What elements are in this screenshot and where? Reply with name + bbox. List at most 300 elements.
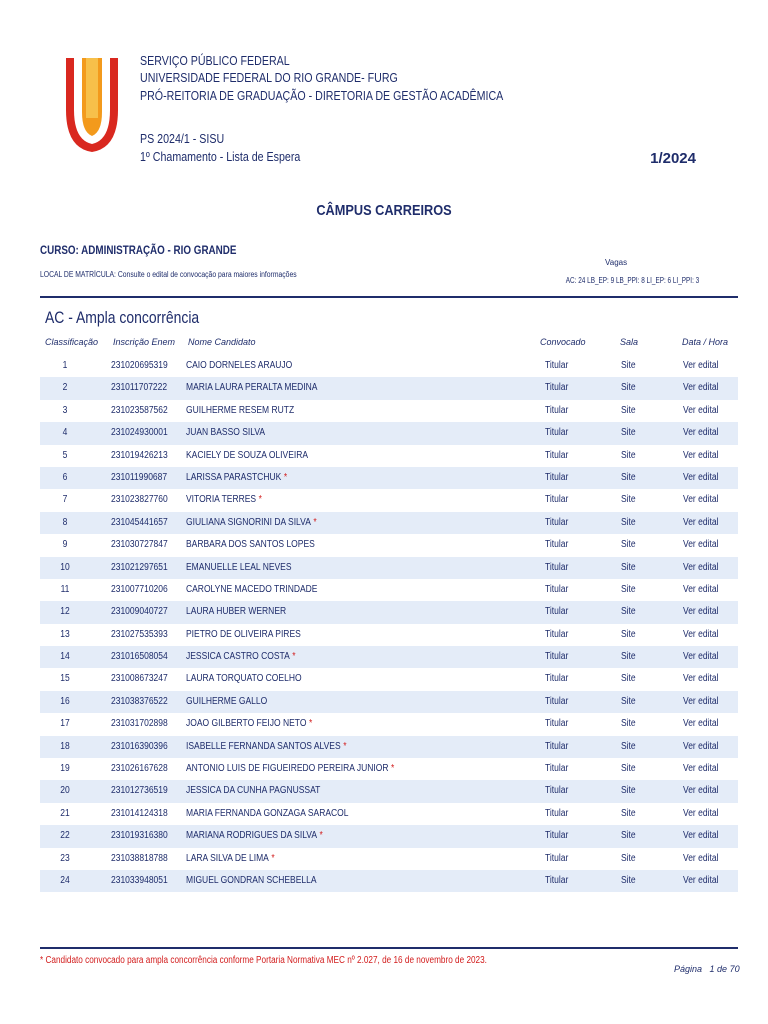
- cell-data: [683, 718, 718, 729]
- cell-classificacao-text: 20: [60, 785, 70, 797]
- cell-nome: [186, 785, 320, 796]
- cell-inscricao: [111, 785, 168, 796]
- header-call: 1º Chamamento - Lista de Espera: [140, 149, 301, 164]
- cell-nome: [186, 875, 317, 886]
- cell-nome: [186, 405, 294, 416]
- header-line-university: UNIVERSIDADE FEDERAL DO RIO GRANDE- FURG: [140, 70, 398, 85]
- cell-classificacao-text: 21: [60, 807, 70, 819]
- cell-inscricao-text: 231020695319: [111, 360, 168, 371]
- cell-classificacao: [44, 606, 87, 617]
- section-title: AC - Ampla concorrência: [45, 308, 200, 327]
- cell-data: [683, 472, 718, 483]
- cell-sala: [621, 450, 636, 461]
- cell-data-text: Ver edital: [683, 718, 719, 730]
- cell-inscricao: [111, 651, 168, 662]
- divider-top: [40, 296, 738, 298]
- cell-inscricao-text: 231019316380: [111, 830, 168, 842]
- cell-sala-text: Site: [621, 628, 636, 640]
- cell-nome: [186, 450, 308, 461]
- cell-inscricao-text: 231011990687: [111, 471, 168, 483]
- cell-convocado-text: Titular: [545, 516, 569, 528]
- cell-sala-text: Site: [621, 874, 636, 886]
- cell-inscricao-text: 231023587562: [111, 404, 168, 416]
- cell-data-text: Ver edital: [683, 807, 719, 819]
- table-row: [40, 400, 738, 422]
- cell-data: [683, 629, 718, 640]
- cell-inscricao: [111, 741, 168, 752]
- cell-classificacao: [44, 360, 87, 371]
- cell-sala: [621, 472, 636, 483]
- cell-convocado: [545, 673, 568, 684]
- course-name: CURSO: ADMINISTRAÇÃO - RIO GRANDE: [40, 243, 237, 257]
- cell-inscricao-text: 231038818788: [111, 852, 168, 864]
- table-row: [40, 445, 738, 467]
- cell-classificacao: [44, 830, 87, 841]
- cell-sala-text: Site: [621, 718, 636, 730]
- cell-classificacao-text: 2: [62, 382, 68, 394]
- cell-convocado-text: Titular: [545, 718, 569, 730]
- cell-sala-text: Site: [621, 494, 636, 506]
- cell-nome-text: MARIANA RODRIGUES DA SILVA: [186, 830, 318, 842]
- cell-inscricao-text: 231038376522: [111, 695, 168, 707]
- cell-inscricao-text: 231024930001: [111, 427, 168, 439]
- cell-convocado: [545, 584, 568, 595]
- cell-nome: [186, 517, 317, 528]
- cell-nome: [186, 562, 292, 573]
- cell-nome-text: CAIO DORNELES ARAUJO: [186, 360, 293, 371]
- cell-nome: [186, 696, 267, 707]
- cell-data-text: Ver edital: [683, 494, 719, 506]
- cell-nome-text: KACIELY DE SOUZA OLIVEIRA: [186, 449, 309, 461]
- cell-nome: [186, 718, 312, 729]
- cell-data-text: Ver edital: [683, 382, 719, 394]
- page-value: 1 de 70: [709, 964, 740, 974]
- cell-convocado-text: Titular: [545, 651, 569, 663]
- cell-sala: [621, 808, 636, 819]
- table-row: [40, 870, 738, 892]
- cell-convocado-text: Titular: [545, 494, 569, 506]
- cell-classificacao-text: 12: [60, 606, 70, 618]
- cell-convocado: [545, 853, 568, 864]
- table-row: [40, 713, 738, 735]
- cell-data-text: Ver edital: [683, 561, 719, 573]
- header-process: PS 2024/1 - SISU: [140, 131, 225, 146]
- cell-classificacao: [44, 562, 87, 573]
- cell-convocado: [545, 562, 568, 573]
- cell-sala: [621, 696, 636, 707]
- cell-classificacao: [44, 875, 87, 886]
- cell-data: [683, 494, 718, 505]
- cell-classificacao: [44, 517, 87, 528]
- cell-convocado-text: Titular: [545, 785, 569, 797]
- cell-inscricao-text: 231033948051: [111, 874, 168, 886]
- cell-data-text: Ver edital: [683, 360, 719, 371]
- cell-convocado: [545, 763, 568, 774]
- cell-inscricao: [111, 494, 168, 505]
- cell-data: [683, 382, 718, 393]
- cell-sala: [621, 584, 636, 595]
- cell-convocado-text: Titular: [545, 740, 569, 752]
- cell-convocado: [545, 450, 568, 461]
- cell-inscricao-text: 231031702898: [111, 718, 168, 730]
- col-header-sala: Sala: [620, 337, 639, 347]
- cell-convocado: [545, 830, 568, 841]
- table-row: [40, 825, 738, 847]
- cell-inscricao: [111, 808, 168, 819]
- cell-convocado: [545, 382, 568, 393]
- cell-inscricao-text: 231008673247: [111, 673, 168, 685]
- cell-sala: [621, 718, 636, 729]
- cell-sala: [621, 830, 636, 841]
- cell-classificacao-text: 5: [62, 449, 68, 461]
- cell-convocado-text: Titular: [545, 583, 569, 595]
- cell-data: [683, 539, 718, 550]
- cell-classificacao-text: 19: [60, 763, 70, 775]
- table-row: [40, 601, 738, 623]
- cell-convocado: [545, 539, 568, 550]
- cell-inscricao: [111, 539, 168, 550]
- cell-data: [683, 741, 718, 752]
- cell-convocado: [545, 517, 568, 528]
- cell-nome: [186, 651, 296, 662]
- cell-data: [683, 808, 718, 819]
- cell-data-text: Ver edital: [683, 830, 719, 842]
- cell-inscricao-text: 231012736519: [111, 785, 168, 797]
- ampla-concorrencia-marker: *: [271, 852, 275, 864]
- cell-data: [683, 785, 718, 796]
- cell-convocado-text: Titular: [545, 673, 569, 685]
- period-label: 1/2024: [650, 150, 696, 167]
- cell-classificacao: [44, 763, 87, 774]
- ampla-concorrencia-marker: *: [258, 494, 262, 506]
- cell-classificacao-text: 9: [62, 539, 68, 551]
- cell-nome-text: JESSICA DA CUNHA PAGNUSSAT: [186, 785, 321, 797]
- ampla-concorrencia-marker: *: [313, 516, 317, 528]
- cell-data-text: Ver edital: [683, 583, 719, 595]
- footnote: * Candidato convocado para ampla concorrência conforme Portaria Normativa MEC nº 2.027, de 16 de novembro de 2023.: [40, 955, 487, 966]
- col-header-classificacao: Classificação: [45, 337, 99, 347]
- cell-convocado-text: Titular: [545, 763, 569, 775]
- table-row: [40, 646, 738, 668]
- cell-nome-text: JUAN BASSO SILVA: [186, 427, 266, 439]
- cell-inscricao-text: 231019426213: [111, 449, 168, 461]
- cell-sala-text: Site: [621, 695, 636, 707]
- cell-classificacao-text: 10: [60, 561, 70, 573]
- cell-convocado-text: Titular: [545, 807, 569, 819]
- cell-sala: [621, 539, 636, 550]
- cell-sala: [621, 763, 636, 774]
- cell-inscricao: [111, 763, 168, 774]
- cell-inscricao: [111, 606, 168, 617]
- cell-data-text: Ver edital: [683, 539, 719, 551]
- cell-inscricao-text: 231011707222: [111, 382, 168, 394]
- cell-sala-text: Site: [621, 852, 636, 864]
- cell-data: [683, 427, 718, 438]
- cell-classificacao: [44, 808, 87, 819]
- cell-nome: [186, 763, 394, 774]
- cell-inscricao: [111, 696, 168, 707]
- cell-nome-text: MARIA FERNANDA GONZAGA SARACOL: [186, 807, 349, 819]
- cell-nome: [186, 584, 317, 595]
- cell-inscricao: [111, 629, 168, 640]
- cell-data-text: Ver edital: [683, 606, 719, 618]
- cell-convocado-text: Titular: [545, 874, 569, 886]
- cell-sala: [621, 517, 636, 528]
- cell-inscricao: [111, 673, 168, 684]
- cell-inscricao: [111, 517, 168, 528]
- cell-classificacao: [44, 673, 87, 684]
- cell-nome-text: ANTONIO LUIS DE FIGUEIREDO PEREIRA JUNIOR: [186, 763, 389, 775]
- cell-classificacao-text: 3: [62, 404, 68, 416]
- table-row: [40, 780, 738, 802]
- cell-classificacao: [44, 405, 87, 416]
- cell-convocado: [545, 629, 568, 640]
- cell-classificacao-text: 23: [60, 852, 70, 864]
- page-label: Página: [674, 964, 703, 974]
- cell-convocado: [545, 808, 568, 819]
- table-row: [40, 512, 738, 534]
- cell-classificacao: [44, 472, 87, 483]
- cell-data-text: Ver edital: [683, 874, 719, 886]
- cell-classificacao: [44, 450, 87, 461]
- cell-sala: [621, 875, 636, 886]
- col-header-data: Data / Hora: [682, 337, 729, 347]
- table-row: [40, 579, 738, 601]
- table-row: [40, 422, 738, 444]
- cell-sala: [621, 494, 636, 505]
- cell-data-text: Ver edital: [683, 449, 719, 461]
- cell-data: [683, 853, 718, 864]
- cell-data-text: Ver edital: [683, 628, 719, 640]
- cell-convocado: [545, 696, 568, 707]
- cell-classificacao: [44, 382, 87, 393]
- ampla-concorrencia-marker: *: [391, 763, 395, 775]
- cell-sala-text: Site: [621, 807, 636, 819]
- cell-data-text: Ver edital: [683, 471, 719, 483]
- candidate-table: [40, 355, 738, 892]
- furg-logo: [60, 52, 124, 156]
- cell-data-text: Ver edital: [683, 427, 719, 439]
- table-row: [40, 355, 738, 377]
- cell-data: [683, 517, 718, 528]
- cell-nome-text: GUILHERME GALLO: [186, 695, 268, 707]
- cell-data-text: Ver edital: [683, 852, 719, 864]
- cell-inscricao-text: 231016508054: [111, 651, 168, 663]
- cell-classificacao-text: 13: [60, 628, 70, 640]
- cell-nome-text: LARA SILVA DE LIMA: [186, 852, 269, 864]
- cell-sala: [621, 606, 636, 617]
- col-header-nome: Nome Candidato: [188, 337, 256, 347]
- cell-classificacao: [44, 539, 87, 550]
- cell-nome: [186, 808, 348, 819]
- table-row: [40, 377, 738, 399]
- cell-convocado-text: Titular: [545, 382, 569, 394]
- cell-convocado-text: Titular: [545, 404, 569, 416]
- cell-sala-text: Site: [621, 427, 636, 439]
- cell-classificacao-text: 6: [62, 471, 68, 483]
- cell-convocado-text: Titular: [545, 606, 569, 618]
- cell-classificacao-text: 22: [60, 830, 70, 842]
- cell-classificacao-text: 14: [60, 651, 70, 663]
- cell-convocado-text: Titular: [545, 695, 569, 707]
- cell-sala-text: Site: [621, 651, 636, 663]
- cell-data: [683, 763, 718, 774]
- header-line-department: PRÓ-REITORIA DE GRADUAÇÃO - DIRETORIA DE GESTÃO ACADÊMICA: [140, 88, 504, 103]
- ampla-concorrencia-marker: *: [308, 718, 313, 730]
- cell-inscricao-text: 231023827760: [111, 494, 168, 506]
- cell-nome: [186, 606, 286, 617]
- cell-data-text: Ver edital: [683, 695, 719, 707]
- cell-sala-text: Site: [621, 606, 636, 618]
- cell-nome: [186, 472, 287, 483]
- cell-data: [683, 875, 718, 886]
- cell-inscricao: [111, 718, 168, 729]
- cell-data: [683, 606, 718, 617]
- cell-inscricao: [111, 875, 168, 886]
- ampla-concorrencia-marker: *: [319, 830, 323, 842]
- cell-data: [683, 584, 718, 595]
- cell-convocado: [545, 472, 568, 483]
- cell-classificacao-text: 17: [60, 718, 70, 730]
- table-row: [40, 848, 738, 870]
- cell-convocado-text: Titular: [545, 427, 569, 439]
- cell-convocado-text: Titular: [545, 471, 569, 483]
- cell-nome-text: BARBARA DOS SANTOS LOPES: [186, 539, 315, 551]
- cell-convocado-text: Titular: [545, 449, 569, 461]
- table-row: [40, 489, 738, 511]
- table-row: [40, 758, 738, 780]
- cell-nome: [186, 673, 302, 684]
- cell-sala: [621, 427, 636, 438]
- cell-classificacao-text: 1: [62, 360, 68, 371]
- cell-sala-text: Site: [621, 583, 636, 595]
- cell-convocado: [545, 718, 568, 729]
- cell-sala: [621, 651, 636, 662]
- cell-data-text: Ver edital: [683, 673, 719, 685]
- cell-sala-text: Site: [621, 561, 636, 573]
- cell-convocado: [545, 494, 568, 505]
- cell-nome: [186, 494, 262, 505]
- cell-nome-text: LARISSA PARASTCHUK: [186, 471, 282, 483]
- cell-data-text: Ver edital: [683, 404, 719, 416]
- cell-sala: [621, 360, 636, 371]
- cell-nome-text: LAURA HUBER WERNER: [186, 606, 287, 618]
- cell-sala-text: Site: [621, 539, 636, 551]
- cell-classificacao: [44, 718, 87, 729]
- cell-inscricao: [111, 562, 168, 573]
- cell-sala: [621, 382, 636, 393]
- cell-nome-text: MIGUEL GONDRAN SCHEBELLA: [186, 874, 317, 886]
- divider-bottom: [40, 947, 738, 949]
- cell-convocado-text: Titular: [545, 539, 569, 551]
- cell-inscricao-text: 231021297651: [111, 561, 168, 573]
- cell-classificacao-text: 16: [60, 695, 70, 707]
- cell-data-text: Ver edital: [683, 740, 719, 752]
- ampla-concorrencia-marker: *: [292, 651, 296, 663]
- cell-inscricao-text: 231014124318: [111, 807, 168, 819]
- cell-data-text: Ver edital: [683, 763, 719, 775]
- cell-classificacao: [44, 494, 87, 505]
- cell-inscricao: [111, 472, 167, 483]
- cell-inscricao: [111, 450, 168, 461]
- cell-nome-text: MARIA LAURA PERALTA MEDINA: [186, 382, 318, 394]
- cell-sala-text: Site: [621, 360, 636, 371]
- cell-sala: [621, 853, 636, 864]
- cell-inscricao: [111, 427, 168, 438]
- cell-sala: [621, 673, 636, 684]
- cell-inscricao-text: 231027535393: [111, 628, 168, 640]
- page-indicator: [674, 964, 740, 974]
- cell-classificacao: [44, 853, 87, 864]
- cell-sala: [621, 629, 636, 640]
- cell-nome-text: GUILHERME RESEM RUTZ: [186, 404, 295, 416]
- cell-classificacao: [44, 629, 87, 640]
- cell-convocado-text: Titular: [545, 360, 569, 371]
- cell-data: [683, 651, 718, 662]
- cell-sala: [621, 785, 636, 796]
- ampla-concorrencia-marker: *: [343, 740, 347, 752]
- header-line-service: SERVIÇO PÚBLICO FEDERAL: [140, 53, 290, 68]
- cell-data-text: Ver edital: [683, 785, 719, 797]
- table-row: [40, 668, 738, 690]
- cell-inscricao-text: 231016390396: [111, 740, 168, 752]
- cell-convocado: [545, 875, 568, 886]
- cell-classificacao-text: 18: [60, 740, 70, 752]
- cell-sala-text: Site: [621, 763, 636, 775]
- cell-sala-text: Site: [621, 673, 636, 685]
- cell-convocado: [545, 651, 568, 662]
- cell-nome-text: ISABELLE FERNANDA SANTOS ALVES: [186, 740, 341, 752]
- table-row: [40, 803, 738, 825]
- cell-inscricao: [111, 405, 168, 416]
- cell-data: [683, 360, 718, 371]
- table-row: [40, 624, 738, 646]
- cell-inscricao: [111, 584, 168, 595]
- cell-inscricao-text: 231009040727: [111, 606, 168, 618]
- cell-nome-text: VITORIA TERRES: [186, 494, 257, 506]
- table-row: [40, 534, 738, 556]
- cell-nome-text: LAURA TORQUATO COELHO: [186, 673, 302, 685]
- campus-title: CÂMPUS CARREIROS: [316, 202, 452, 219]
- cell-convocado: [545, 405, 568, 416]
- ampla-concorrencia-marker: *: [283, 471, 288, 483]
- cell-data: [683, 673, 718, 684]
- cell-convocado-text: Titular: [545, 561, 569, 573]
- table-row: [40, 557, 738, 579]
- cell-convocado-text: Titular: [545, 830, 569, 842]
- col-header-inscricao: Inscrição Enem: [113, 337, 176, 347]
- cell-sala: [621, 562, 636, 573]
- cell-classificacao-text: 4: [62, 427, 68, 439]
- cell-convocado-text: Titular: [545, 852, 569, 864]
- cell-sala: [621, 741, 636, 752]
- enrollment-location: LOCAL DE MATRÍCULA: Consulte o edital de convocação para maiores informações: [40, 270, 297, 279]
- cell-data: [683, 562, 718, 573]
- cell-convocado: [545, 360, 568, 371]
- cell-classificacao-text: 15: [60, 673, 70, 685]
- cell-sala-text: Site: [621, 785, 636, 797]
- cell-convocado: [545, 785, 568, 796]
- cell-classificacao-text: 11: [60, 583, 70, 595]
- cell-classificacao: [44, 741, 87, 752]
- cell-nome: [186, 741, 347, 752]
- cell-data: [683, 450, 718, 461]
- vagas-breakdown: AC: 24 LB_EP: 9 LB_PPI: 8 LI_EP: 6 LI_PPI: 3: [565, 276, 700, 285]
- cell-nome: [186, 382, 317, 393]
- cell-classificacao-text: 24: [60, 874, 70, 886]
- cell-nome-text: CAROLYNE MACEDO TRINDADE: [186, 583, 318, 595]
- cell-sala-text: Site: [621, 382, 636, 394]
